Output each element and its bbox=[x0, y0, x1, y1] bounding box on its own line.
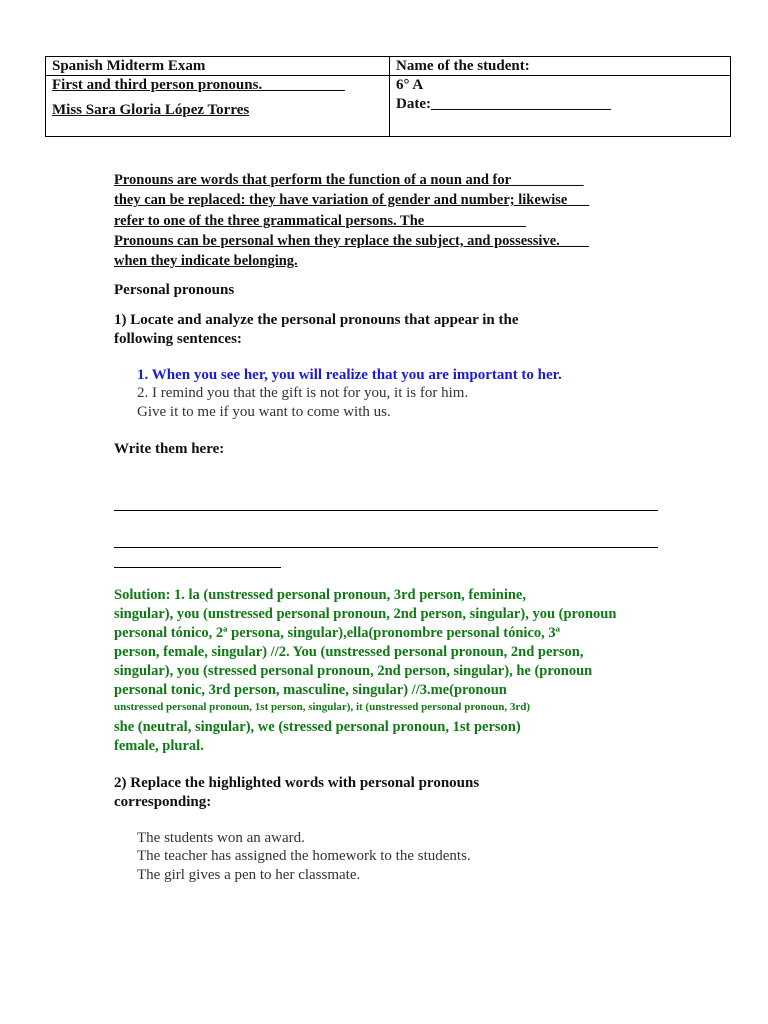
answer-line[interactable] bbox=[114, 567, 281, 568]
sentence-3: Give it to me if you want to come with us. bbox=[137, 404, 391, 420]
date-field: Date:________________________ bbox=[396, 96, 611, 112]
question-1-line-1: 1) Locate and analyze the personal pronouns that appear in the bbox=[114, 312, 519, 328]
q2-sentence-3: The girl gives a pen to her classmate. bbox=[137, 867, 361, 883]
intro-line: Pronouns are words that perform the function of a noun and for__________ bbox=[114, 172, 584, 188]
solution-small-line: unstressed personal pronoun, 1st person, singular), it (unstressed personal pronoun, 3rd) bbox=[114, 701, 531, 713]
teacher-name: Miss Sara Gloria López Torres bbox=[52, 102, 250, 118]
solution-line: female, plural. bbox=[114, 738, 204, 754]
topic-cell bbox=[46, 76, 390, 137]
intro-line: Pronouns can be personal when they replace the subject, and possessive.____ bbox=[114, 232, 589, 249]
write-them-here-label: Write them here: bbox=[114, 441, 225, 457]
question-2-line-2: corresponding: bbox=[114, 794, 212, 810]
solution-line: personal tónico, 2ª persona, singular),ella(pronombre personal tónico, 3ª bbox=[114, 625, 560, 641]
q2-sentence-2: The teacher has assigned the homework to the students. bbox=[137, 848, 471, 864]
sentence-1: 1. When you see her, you will realize that you are important to her. bbox=[137, 367, 562, 383]
solution-line: singular), you (unstressed personal pronoun, 2nd person, singular), you (pronoun bbox=[114, 606, 617, 622]
solution-line: she (neutral, singular), we (stressed personal pronoun, 1st person) bbox=[114, 719, 521, 735]
student-name-label: Name of the student: bbox=[390, 57, 731, 76]
solution-line: singular), you (stressed personal pronoun, 2nd person, singular), he (pronoun bbox=[114, 663, 593, 679]
question-1-line-2: following sentences: bbox=[114, 331, 242, 347]
answer-line[interactable] bbox=[114, 547, 658, 548]
intro-line: when they indicate belonging. bbox=[114, 253, 298, 270]
solution-block bbox=[114, 586, 694, 756]
solution-line: person, female, singular) //2. You (unstressed personal pronoun, 2nd person, bbox=[114, 644, 584, 660]
question-2-line-1: 2) Replace the highlighted words with personal pronouns bbox=[114, 775, 480, 791]
solution-line: Solution: 1. la (unstressed personal pronoun, 3rd person, feminine, bbox=[114, 587, 526, 603]
intro-line: refer to one of the three grammatical persons. The______________ bbox=[114, 212, 526, 229]
section-title: Personal pronouns bbox=[114, 282, 235, 298]
intro-line: they can be replaced: they have variation of gender and number; likewise___ bbox=[114, 192, 590, 209]
answer-line[interactable] bbox=[114, 510, 658, 511]
exam-title: Spanish Midterm Exam bbox=[46, 57, 390, 76]
header-table bbox=[45, 56, 731, 137]
solution-line: personal tonic, 3rd person, masculine, singular) //3.me(pronoun bbox=[114, 682, 507, 698]
group-label: 6° A bbox=[396, 77, 424, 93]
topic-title: First and third person pronouns.___________ bbox=[52, 77, 345, 93]
q2-sentence-1: The students won an award. bbox=[137, 830, 305, 846]
sentence-2: 2. I remind you that the gift is not for you, it is for him. bbox=[137, 385, 469, 401]
group-date-cell bbox=[390, 76, 731, 137]
intro-paragraph bbox=[114, 170, 674, 271]
